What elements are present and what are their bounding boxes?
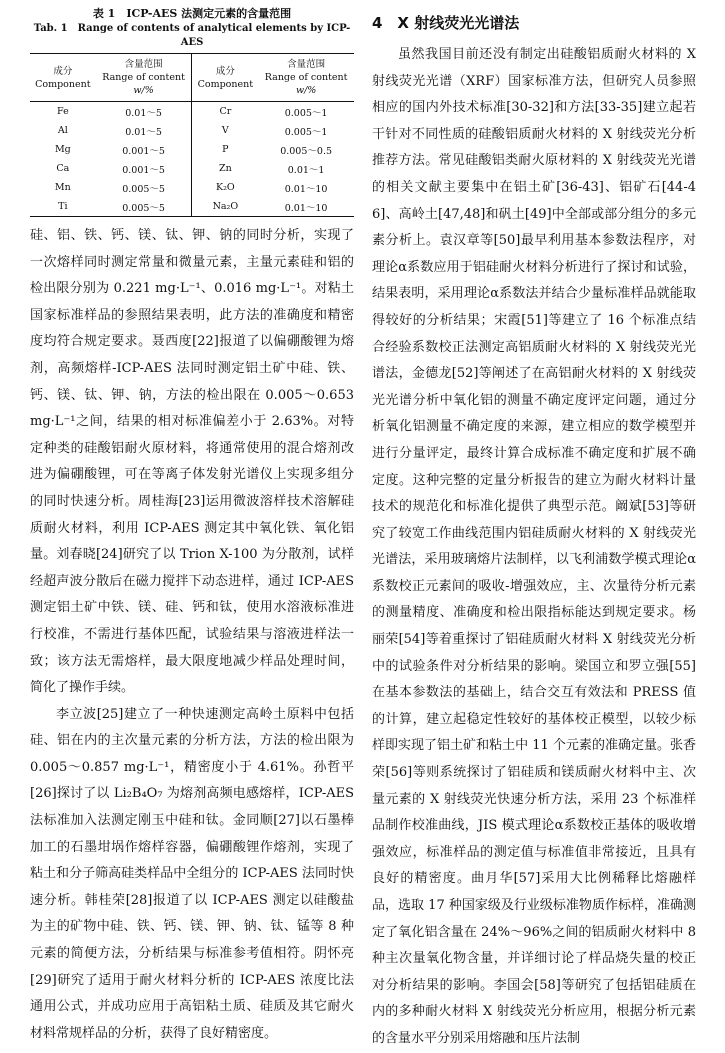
range-cell: 0.001～5	[122, 145, 165, 157]
range-cell: 0.001～5	[122, 164, 165, 176]
table-row	[30, 178, 354, 197]
range-cell: 0.005～0.5	[280, 145, 333, 157]
range-cell: 0.005～5	[122, 183, 165, 195]
range-cell: 0.01～5	[125, 107, 162, 119]
table-row	[30, 121, 354, 140]
range-cell: 0.01～1	[287, 164, 325, 176]
table-row	[30, 159, 354, 178]
component-cell: Zn	[192, 159, 258, 178]
range-cell: 0.01～10	[284, 202, 328, 214]
header-component-en: Component	[35, 78, 91, 90]
section-heading-xrf: 4 X 射线荧光光谱法	[372, 14, 520, 32]
header-range-en: Range of content	[264, 72, 348, 83]
right-column	[372, 12, 696, 1053]
table-caption-zh: 表 1 ICP-AES 法测定元素的含量范围	[92, 7, 292, 20]
component-cell: Ti	[58, 201, 68, 212]
component-cell: Cr	[192, 102, 258, 122]
table-header-row	[30, 54, 354, 102]
component-cell: K₂O	[192, 178, 258, 197]
header-component-en: Component	[197, 78, 254, 90]
range-cell: 0.01～5	[125, 126, 162, 138]
component-cell: Al	[57, 125, 68, 136]
component-cell: Fe	[57, 106, 69, 117]
header-range-en: Range of content	[102, 72, 185, 83]
left-paragraph-2: 李立波[25]建立了一种快速测定高岭土原料中包括硅、铝在内的主次量元素的分析方法，方法的检出限为 0.005～0.857 mg·L⁻¹，精密度小于 4.61%。孙哲平[26]探讨了以 Li₂B₄O₇ 为熔剂高频电感熔样，ICP-AES 法标准加入法测定刚玉中硅和钛。金同顺[27]以石墨棒加工的石墨坩埚作熔样容器，偏硼酸锂作熔剂，实现了粘土和分子筛高硅类样品中全组分的 ICP-AES 法同时快速分析。韩桂荣[28]报道了以 ICP-AES 测定以硅酸盐为主的矿物中硅、铁、钙、镁、钾、钠、钛、锰等 8 种元素的简便方法，分析结果与标准参考值相符。阴怀亮[29]研究了适用于耐火材料分析的 ICP-AES 浓度比法通用公式，并成功应用于高铝粘土质、硅质及其它耐火材料常规样品的分析，获得了良好精密度。	[30, 706, 354, 1041]
left-column	[30, 6, 354, 1047]
component-cell: Ca	[56, 163, 70, 174]
component-cell: Mg	[54, 144, 71, 155]
table-row	[30, 197, 354, 217]
header-component-zh: 成分	[215, 65, 235, 77]
component-cell: V	[192, 121, 258, 140]
right-paragraph-1: 虽然我国目前还没有制定出硅酸铝质耐火材料的 X 射线荧光光谱（XRF）国家标准方法，但研究人员参照相应的国内外技术标准[30-32]和方法[33-35]建立起若干针对不同性质的硅酸铝质耐火材料的 X 射线荧光分析推荐方法。常见硅酸铝类耐火原材料的 X 射线荧光光谱的相关文献主要集中在铝土矿[36-43]、铝矿石[44-46]、高岭土[47,48]和矾土[49]中全部或部分组分的多元素分析上。袁汉章等[50]最早利用基本参数法程序，对理论α系数应用于铝硅耐火材料分析进行了探讨和试验，结果表明，采用理论α系数法并结合少量标准样品就能取得较好的分析结果；宋霞[51]等建立了 16 个标准点结合经验系数校正法测定高铝质耐火材料的 X 射线荧光光谱法，金德龙[52]等阐述了在高铝耐火材料的 X 射线荧光光谱分析中氧化铝的测量不确定度评定问题，通过分析氧化铝测量不确定度的来源，建立相应的数学模型并进行分量评定，最终计算合成标准不确定度和扩展不确定度。这种完整的定量分析报告的建立为耐火材料计量技术的规范化和标准化提供了典型示范。阚斌[53]等研究了较宽工作曲线范围内铝硅质耐火材料的 X 射线荧光光谱法，采用玻璃熔片法制样，以飞利浦数学模式理论α系数校正元素间的吸收-增强效应，主、次量待分析元素的测量精度、准确度和检出限指标能达到规定要求。杨丽荣[54]等着重探讨了铝硅质耐火材料 X 射线荧光分析中的试验条件对分析结果的影响。梁国立和罗立强[55]在基本参数法的基础上，结合交互有效法和 PRESS 值的计算，建立起稳定性较好的基体校正模型，以较少标样即实现了铝土矿和粘土中 11 个元素的准确定量。张香荣[56]等则系统探讨了铝硅质和镁质耐火材料中主、次量元素的 X 射线荧光快速分析方法，采用 23 个标准样品制作校准曲线，JIS 模式理论α系数校正基体的吸收增强效应，标准样品的测定值与标准值非常接近，且具有良好的精密度。曲月华[57]采用大比例稀释比熔融样品，选取 17 种国家级及行业级标准物质作标样，准确测定了氧化铝含量在 24%～96%之间的铝质耐火材料中 8 种主次量氧化物含量，并详细讨论了样品烧失量的校正对分析结果的影响。李国会[58]等研究了包括铝硅质在内的多种耐火材料 X 射线荧光分析应用，根据分析元素的含量水平分别采用熔融和压片法制	[372, 47, 696, 1046]
table-row	[30, 102, 354, 122]
left-paragraph-1: 硅、铝、铁、钙、镁、钛、钾、钠的同时分析，实现了一次熔样同时测定常量和微量元素，主量元素硅和铝的检出限分别为 0.221 mg·L⁻¹、0.016 mg·L⁻¹。对粘土国家标准样品的参照结果表明，此方法的准确度和精密度均符合规定要求。聂西度[22]报道了以偏硼酸锂为熔剂，高频熔样-ICP-AES 法同时测定铝土矿中硅、铁、钙、镁、钛、钾、钠，方法的检出限在 0.005～0.653 mg·L⁻¹之间，结果的相对标准偏差小于 2.63%。对特定种类的硅酸铝耐火原材料，将通常使用的混合熔剂改进为偏硼酸锂，可在等离子体发射光谱仪上实现多组分的同时快速分析。周桂海[23]运用微波溶样技术溶解硅质耐火材料，利用 ICP-AES 测定其中氧化铁、氧化铝量。刘春晓[24]研究了以 Trion X-100 为分散剂，试样经超声波分散后在磁力搅拌下动态进样，通过 ICP-AES 测定铝土矿中铁、镁、硅、钙和钛，使用水溶液标准进行校准，不需进行基体匹配，试验结果与溶液进样法一致；该方法无需熔样，最大限度地减少样品处理时间，简化了操作手续。	[30, 228, 354, 696]
header-range-1	[96, 54, 192, 102]
header-component-1	[30, 54, 96, 102]
component-cell: Na₂O	[192, 197, 258, 217]
header-range-2	[258, 54, 354, 102]
table-caption-en: Tab. 1 Range of contents of analytical elements by ICP-AES	[33, 23, 351, 48]
range-cell: 0.01～10	[284, 183, 328, 195]
component-cell: Mn	[54, 182, 71, 193]
range-cell: 0.005～5	[122, 202, 165, 214]
header-unit: w/%	[133, 85, 154, 96]
header-component-2	[192, 54, 258, 102]
range-cell: 0.005～1	[284, 126, 328, 138]
header-component-zh: 成分	[53, 65, 73, 77]
header-unit: w/%	[295, 85, 317, 96]
element-range-table	[30, 53, 354, 217]
component-cell: P	[192, 140, 258, 159]
range-cell: 0.005～1	[284, 107, 328, 119]
header-range-zh: 含量范围	[124, 59, 163, 70]
header-range-zh: 含量范围	[287, 59, 326, 70]
table-row	[30, 140, 354, 159]
